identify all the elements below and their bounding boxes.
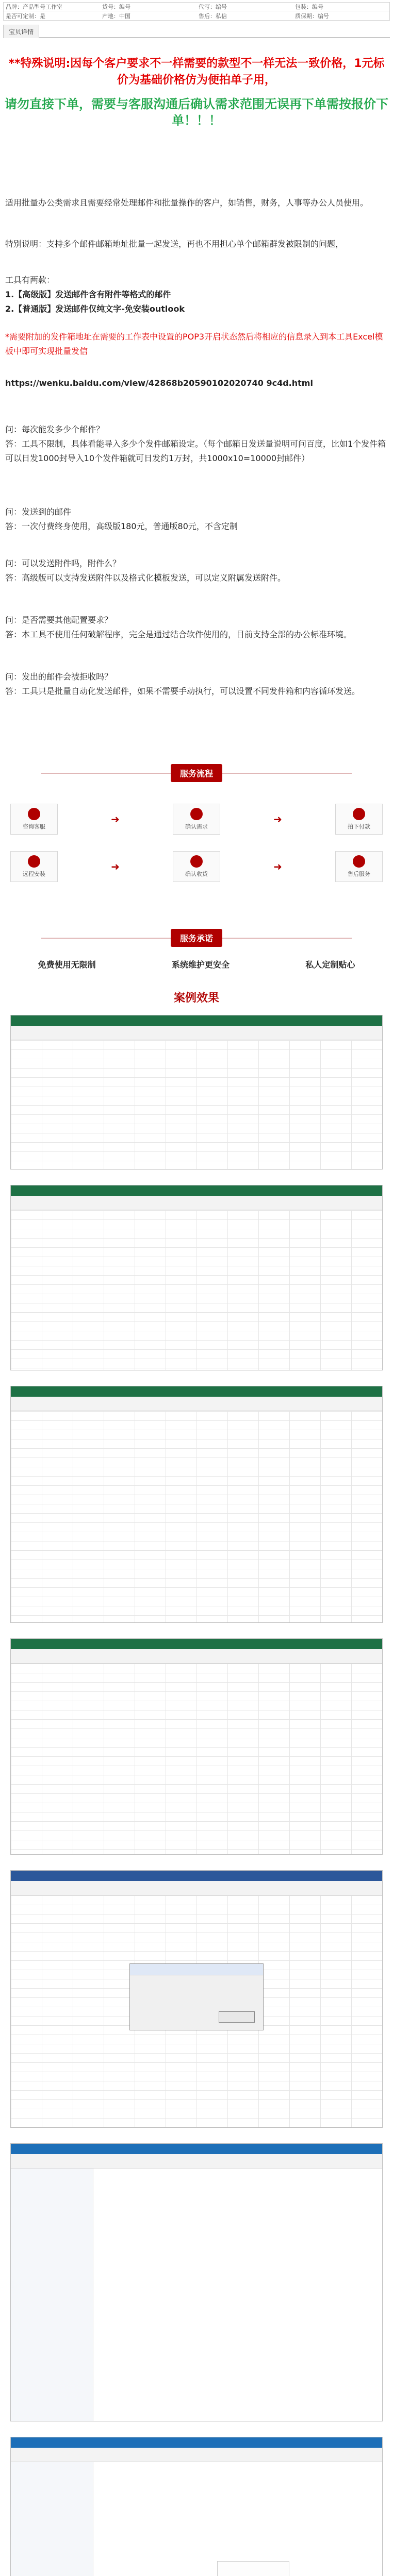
tool-item-1: 1.【高级版】发送邮件含有附件等格式的邮件 xyxy=(5,290,171,299)
info-cell: 品牌：产品型号工作室 xyxy=(6,4,62,10)
service-flow-banner xyxy=(0,762,393,783)
details-tab-bar xyxy=(3,25,390,38)
faq-question: 问：可以发送附件吗，附件么？ xyxy=(5,558,121,568)
faq-item xyxy=(5,670,388,699)
arrow-right-icon: ➜ xyxy=(273,813,282,825)
flow-step: 远程安装 xyxy=(10,851,58,882)
screenshot-dialog xyxy=(10,1870,383,2128)
faq-answer: 答：工具只是批量自动化发送邮件，如果不需要手动执行，可以设置不同发件箱和内容循环发送。 xyxy=(5,686,361,696)
screenshot-excel-4 xyxy=(10,1638,383,1855)
flow-step: 确认需求 xyxy=(173,804,220,835)
special-note: 特别说明：支持多个邮件邮箱地址批量一起发送，再也不用担心单个邮箱群发被限制的问题， xyxy=(5,239,344,249)
info-row xyxy=(4,3,389,11)
faq-question: 问：是否需要其他配置要求？ xyxy=(5,615,113,625)
remote-icon xyxy=(28,855,40,868)
service-flow-diagram xyxy=(10,804,383,912)
message-dialog xyxy=(129,1963,264,2030)
attachment-preview xyxy=(217,2561,289,2576)
arrow-right-icon: ➜ xyxy=(111,813,120,825)
screenshot-mail xyxy=(10,2143,383,2421)
flow-step: 确认收货 xyxy=(173,851,220,882)
check-icon xyxy=(190,808,203,820)
info-cell: 代写：编号 xyxy=(199,4,227,10)
info-cell: 售后：私信 xyxy=(199,12,227,20)
reference-link[interactable]: https://wenku.baidu.com/view/42868b20590102020740 9c4d.html xyxy=(5,378,313,388)
info-cell: 产地：中国 xyxy=(102,12,130,20)
service-promise-banner xyxy=(0,927,393,948)
info-cell: 包装：编号 xyxy=(295,4,323,10)
screenshot-excel-3 xyxy=(10,1386,383,1623)
faq-answer: 答：高级版可以支持发送附件以及格式化模板发送，可以定义附属发送附件。 xyxy=(5,573,286,583)
notice-line-2: 请勿直接下单，需要与客服沟通后确认需求范围无误再下单需按报价下单！！！ xyxy=(5,97,388,128)
faq-item xyxy=(5,556,388,585)
product-info-table xyxy=(3,2,390,21)
faq-item xyxy=(5,422,388,466)
intro-text: 适用批量办公类需求且需要经常处理邮件和批量操作的客户，如销售，财务，人事等办公人员使用。 xyxy=(5,198,369,208)
faq-question: 问：发送到的邮件 xyxy=(5,507,72,517)
flow-step: 售后服务 xyxy=(335,851,383,882)
service-flow-title: 服务流程 xyxy=(171,764,222,782)
mail-list xyxy=(99,2175,377,2416)
service-promises xyxy=(0,958,393,970)
info-cell: 是否可定制：是 xyxy=(6,12,45,20)
info-cell: 货号：编号 xyxy=(102,4,130,10)
chat-icon xyxy=(28,808,40,820)
case-show-title: 案例效果 xyxy=(173,992,219,1005)
mail-sidebar xyxy=(11,2462,93,2576)
special-notice xyxy=(3,52,390,173)
flow-step: 咨询客服 xyxy=(10,804,58,835)
arrow-right-icon: ➜ xyxy=(273,860,282,873)
faq-answer: 答：一次付费终身使用，高级版180元，普通版80元，不含定制 xyxy=(5,521,238,531)
faq-question: 问：每次能发多少个邮件？ xyxy=(5,425,105,434)
faq-answer: 答：工具不限制，具体看能导入多少个发件邮箱设定。（每个邮箱日发送量说明可问百度，比如1个发件箱可以日发1000封导入10个发件箱就可日发约1万封，共1000x10=10000封邮件） xyxy=(5,439,386,463)
flow-step: 拍下付款 xyxy=(335,804,383,835)
faq-item xyxy=(5,613,388,642)
screenshot-excel-2 xyxy=(10,1185,383,1370)
arrow-right-icon: ➜ xyxy=(111,860,120,873)
ok-button[interactable] xyxy=(219,2011,255,2023)
promise-item: 免费使用无限制 xyxy=(38,960,96,970)
tab-details[interactable]: 宝贝详情 xyxy=(3,25,39,38)
tool-list-label: 工具有两款： xyxy=(5,275,55,285)
info-row xyxy=(4,11,389,20)
promise-item: 私人定制贴心 xyxy=(305,960,355,970)
highlight-note: *需要附加的发件箱地址在需要的工作表中设置的POP3开启状态然后将相应的信息录入到本工具Excel模板中即可实现批量发信 xyxy=(5,332,383,356)
tool-list xyxy=(5,273,388,316)
support-icon xyxy=(353,855,365,868)
faq-item xyxy=(5,505,388,534)
cart-icon xyxy=(353,808,365,820)
screenshot-excel-1 xyxy=(10,1015,383,1170)
receipt-icon xyxy=(190,855,203,868)
screenshot-mail-detail xyxy=(10,2437,383,2576)
faq-question: 问：发出的邮件会被拒收吗？ xyxy=(5,672,113,682)
info-cell: 质保期：编号 xyxy=(295,12,329,20)
notice-line-1: **特殊说明:因每个客户要求不一样需要的款型不一样无法一致价格，1元标价为基础价格仿为便拍单子用， xyxy=(8,57,385,87)
mail-sidebar xyxy=(11,2168,93,2421)
service-promise-title: 服务承诺 xyxy=(171,929,222,947)
promise-item: 系统维护更安全 xyxy=(171,960,230,970)
faq-answer: 答：本工具不使用任何破解程序，完全是通过结合软件使用的，目前支持全部的办公标准环境。 xyxy=(5,630,352,639)
tool-item-2: 2.【普通版】发送邮件仅纯文字-免安装outlook xyxy=(5,304,185,314)
